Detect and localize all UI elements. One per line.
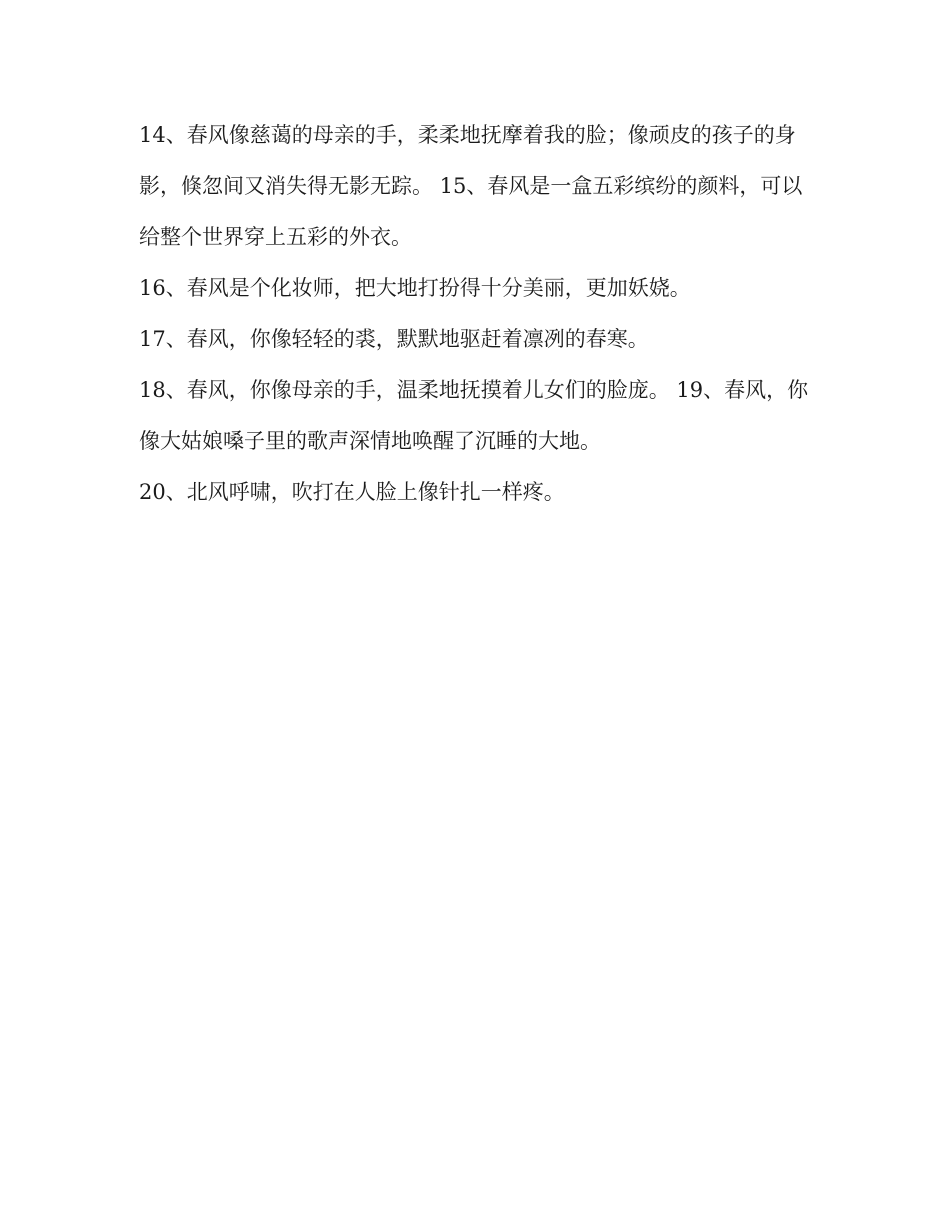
paragraph-17: 17、春风，你像轻轻的裘，默默地驱赶着凛冽的春寒。 xyxy=(139,327,649,351)
paragraph-20: 20、北风呼啸，吹打在人脸上像针扎一样疼。 xyxy=(139,480,565,504)
document-body xyxy=(139,110,819,518)
paragraph-18-19: 18、春风，你像母亲的手，温柔地抚摸着儿女们的脸庞。 19、春风，你像大姑娘嗓子里的歌声深情地唤醒了沉睡的大地。 xyxy=(139,378,809,453)
paragraph-14-15: 14、春风像慈蔼的母亲的手，柔柔地抚摩着我的脸；像顽皮的孩子的身影，倏忽间又消失得无影无踪。 15、春风是一盒五彩缤纷的颜料，可以给整个世界穿上五彩的外衣。 xyxy=(139,123,803,249)
paragraph-16: 16、春风是个化妆师，把大地打扮得十分美丽，更加妖娆。 xyxy=(139,276,691,300)
